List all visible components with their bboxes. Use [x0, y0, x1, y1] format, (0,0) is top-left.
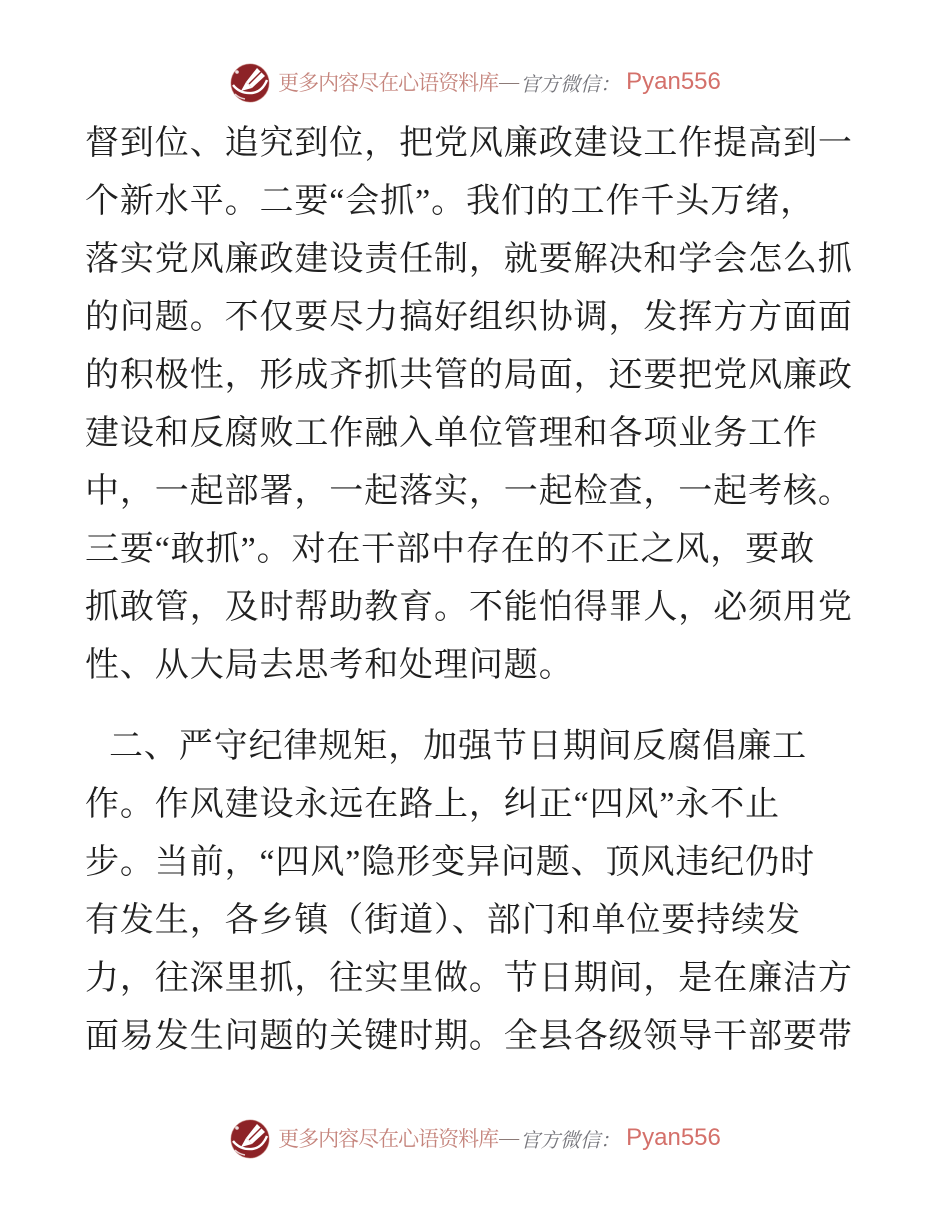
watermark-separator: — — [499, 1126, 520, 1149]
text-line: 中，一起部署，一起落实，一起检查，一起考核。 — [85, 473, 853, 510]
header-watermark — [0, 60, 950, 104]
text-line: 督到位、追究到位，把党风廉政建设工作提高到一 — [85, 125, 853, 162]
text-line: 三要“敢抓”。对在干部中存在的不正之风，要敢 — [85, 531, 815, 568]
text-line: 的积极性，形成齐抓共管的局面，还要把党风廉政 — [85, 357, 853, 394]
text-line: 有发生，各乡镇（街道）、部门和单位要持续发 — [85, 902, 801, 939]
watermark-separator: — — [499, 70, 520, 93]
watermark-wechat-id: Pyan556 — [626, 68, 721, 95]
text-line: 步。当前，“四风”隐形变异问题、顶风违纪仍时 — [85, 844, 815, 881]
document-body — [85, 115, 865, 1066]
watermark-brand-text: 更多内容尽在心语资料库 — [278, 1127, 499, 1151]
text-line: 力，往深里抓，往实里做。节日期间，是在廉洁方 — [85, 960, 853, 997]
watermark-wechat-label: 官方微信： — [520, 73, 621, 96]
text-line: 面易发生问题的关键时期。全县各级领导干部要带 — [85, 1018, 853, 1055]
footer-watermark — [0, 1116, 950, 1160]
text-line: 落实党风廉政建设责任制，就要解决和学会怎么抓 — [85, 241, 853, 278]
text-line: 抓敢管，及时帮助教育。不能怕得罪人，必须用党 — [85, 589, 853, 626]
text-line: 二、严守纪律规矩，加强节日期间反腐倡廉工 — [109, 728, 807, 765]
paragraph-2 — [85, 718, 865, 1066]
text-line: 的问题。不仅要尽力搞好组织协调，发挥方方面面 — [85, 299, 853, 336]
watermark-wechat-id: Pyan556 — [626, 1124, 721, 1151]
paragraph-1 — [85, 115, 865, 695]
text-line: 个新水平。二要“会抓”。我们的工作千头万绪， — [85, 183, 815, 220]
pen-seal-logo-icon — [229, 1116, 271, 1160]
watermark-wechat-label: 官方微信： — [520, 1129, 621, 1152]
watermark-brand-text: 更多内容尽在心语资料库 — [278, 71, 499, 95]
text-line: 性、从大局去思考和处理问题。 — [85, 647, 574, 684]
pen-seal-logo-icon — [229, 60, 271, 104]
text-line: 建设和反腐败工作融入单位管理和各项业务工作 — [85, 415, 818, 452]
text-line: 作。作风建设永远在路上，纠正“四风”永不止 — [85, 786, 781, 823]
